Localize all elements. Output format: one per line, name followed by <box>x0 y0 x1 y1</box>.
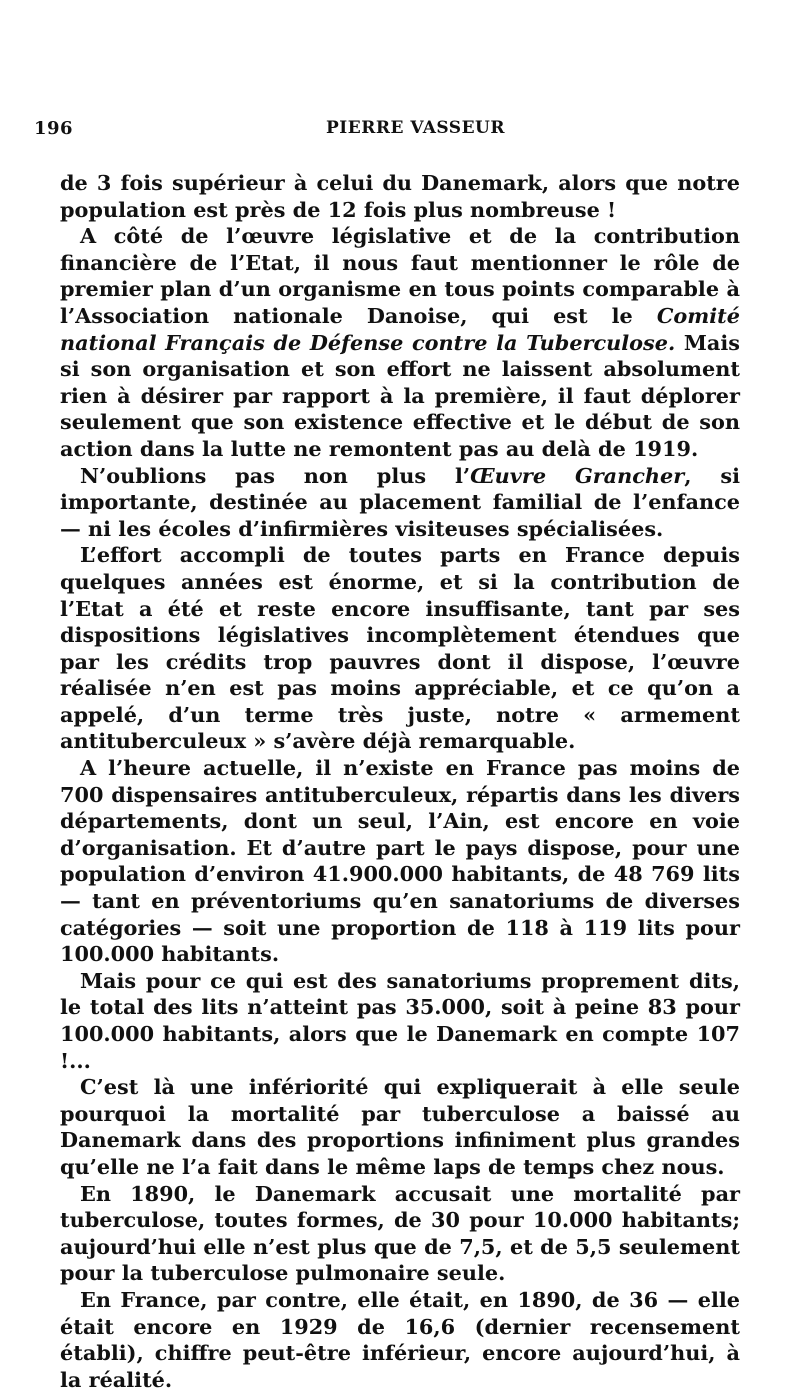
italic-title-text: Comité national Français de Défense contre la Tuberculose. <box>60 302 740 355</box>
paragraph-9 <box>60 1287 740 1393</box>
paragraph-7 <box>60 1074 740 1180</box>
paragraph-text: de 3 fois supérieur à celui du Danemark, alors que notre population est près de 12 fois plus nombreuse ! <box>60 170 740 222</box>
paragraph-8 <box>60 1181 740 1287</box>
body-text <box>60 170 740 1393</box>
paragraph-text: A côté de l’œuvre législative et de la contribution financière de l’Etat, il nous faut mentionner le rôle de premier plan d’un organisme en tous points comparable à l’Association nationale Danoise, qui est le <box>60 223 740 328</box>
paragraph-text: C’est là une infériorité qui expliquerait à elle seule pourquoi la mortalité par tuberculose a baissé au Danemark dans des proportions infiniment plus grandes qu’elle ne l’a fait dans le même laps de temps chez nous. <box>60 1074 740 1179</box>
paragraph-text: Mais pour ce qui est des sanatoriums proprement dits, le total des lits n’atteint pas 35.000, soit à peine 83 pour 100.000 habitants, alors que le Danemark en compte 107 !... <box>60 967 740 1073</box>
paragraph-4 <box>60 542 740 755</box>
paragraph-1 <box>60 170 740 223</box>
paragraph-6 <box>60 968 740 1074</box>
paragraph-text: L’effort accompli de toutes parts en France depuis quelques années est énorme, et si la contribution de l’Etat a été et reste encore insuffisante, tant par ses dispositions législatives incomplètement étendues que par les crédits trop pauvres dont il dispose, l’œuvre réalisée n’en est pas moins appréciable, et ce qu’on a appelé, d’un terme très juste, notre « armement antituberculeux » s’avère déjà remarquable. <box>60 542 740 754</box>
paragraph-5 <box>60 755 740 968</box>
paragraph-text: , si importante, destinée au placement familial de l’enfance — ni les écoles d’infirmières visiteuses spécialisées. <box>60 462 740 541</box>
paragraph-text: En 1890, le Danemark accusait une mortalité par tuberculose, toutes formes, de 30 pour 10.000 habitants; aujourd’hui elle n’est plus que de 7,5, et de 5,5 seulement pour la tuberculose pulmonaire seule. <box>60 1180 740 1286</box>
running-title: PIERRE VASSEUR <box>326 118 505 138</box>
italic-title-text: Œuvre Grancher <box>470 462 685 488</box>
page-header <box>34 118 734 146</box>
paragraph-text: A l’heure actuelle, il n’existe en France pas moins de 700 dispensaires antituberculeux, répartis dans les divers départements, dont un seul, l’Ain, est encore en voie d’organisation. Et d’autre part le pays dispose, pour une population d’environ 41.900.000 habitants, de 48 769 lits — tant en préventoriums qu’en sanatoriums de diverses catégories — soit une proportion de 118 à 119 lits pour 100.000 habitants. <box>60 755 740 967</box>
paragraph-text: Mais si son organisation et son effort ne laissent absolument rien à désirer par rapport à la première, il faut déplorer seulement que son existence effective et le début de son action dans la lutte ne remontent pas au delà de 1919. <box>60 329 740 461</box>
page-number: 196 <box>34 118 74 139</box>
paragraph-text: N’oublions pas non plus l’ <box>80 462 471 488</box>
paragraph-2 <box>60 223 740 462</box>
paragraph-text: En France, par contre, elle était, en 1890, de 36 — elle était encore en 1929 de 16,6 (dernier recensement établi), chiffre peut-être inférieur, encore aujourd’hui, à la réalité. <box>60 1286 740 1392</box>
paragraph-3 <box>60 463 740 543</box>
